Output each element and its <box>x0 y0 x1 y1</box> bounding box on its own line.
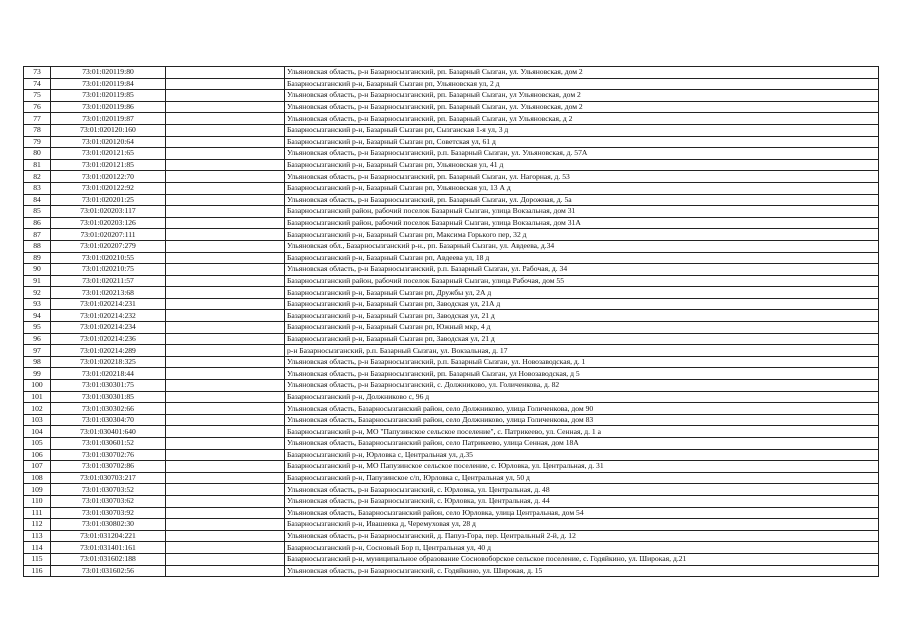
empty-cell <box>166 403 285 415</box>
address-cell: Ульяновская область, р-н Базарносызганский, рп. Базарный Сызган, ул Новозаводская, д 5 <box>285 368 879 380</box>
table-row <box>24 287 879 299</box>
cadastral-number-cell: 73:01:031602:56 <box>51 565 166 577</box>
empty-cell <box>166 391 285 403</box>
address-cell: Базарносызганский р-н, Базарный Сызган рп, Ульяновская ул, 2 д <box>285 78 879 90</box>
cadastral-number-cell: 73:01:020213:68 <box>51 287 166 299</box>
cadastral-number-cell: 73:01:020211:57 <box>51 275 166 287</box>
empty-cell <box>166 461 285 473</box>
empty-cell <box>166 449 285 461</box>
row-number-cell: 83 <box>24 182 51 194</box>
row-number-cell: 97 <box>24 345 51 357</box>
table-row <box>24 124 879 136</box>
address-cell: Базарносызганский р-н, Должниково с, 96 д <box>285 391 879 403</box>
cadastral-number-cell: 73:01:030601:52 <box>51 438 166 450</box>
empty-cell <box>166 298 285 310</box>
row-number-cell: 90 <box>24 264 51 276</box>
address-cell: Ульяновская область, р-н Базарносызганский, р.п. Базарный Сызган, ул. Новозаводская, д. 1 <box>285 356 879 368</box>
table-row <box>24 391 879 403</box>
empty-cell <box>166 333 285 345</box>
address-cell: Ульяновская область, р-н Базарносызганский, р.п. Базарный Сызган, ул. Ульяновская, д. 57А <box>285 148 879 160</box>
address-cell: Ульяновская область, р-н Базарносызганский, рп. Базарный Сызган, ул Ульяновская, д 2 <box>285 113 879 125</box>
cadastral-number-cell: 73:01:030802:30 <box>51 519 166 531</box>
table-row <box>24 101 879 113</box>
table-row <box>24 380 879 392</box>
row-number-cell: 105 <box>24 438 51 450</box>
table-row <box>24 217 879 229</box>
row-number-cell: 80 <box>24 148 51 160</box>
cadastral-number-cell: 73:01:030703:217 <box>51 472 166 484</box>
table-row <box>24 542 879 554</box>
table-row <box>24 461 879 473</box>
address-cell: Базарносызганский р-н, МО Папузинское сельское поселение, с. Юрловка, ул. Центральная, д. 31 <box>285 461 879 473</box>
row-number-cell: 84 <box>24 194 51 206</box>
cadastral-number-cell: 73:01:020203:117 <box>51 206 166 218</box>
address-cell: Базарносызганский р-н, Базарный Сызган рп, Максима Горького пер, 32 д <box>285 229 879 241</box>
address-cell: Ульяновская область, р-н Базарносызганский, р.п. Базарный Сызган, ул. Рабочая, д. 34 <box>285 264 879 276</box>
cadastral-number-cell: 73:01:020207:279 <box>51 240 166 252</box>
row-number-cell: 102 <box>24 403 51 415</box>
table-row <box>24 438 879 450</box>
address-cell: Базарносызганский р-н, Базарный Сызган рп, Авдеева ул, 18 д <box>285 252 879 264</box>
table-row <box>24 322 879 334</box>
cadastral-number-cell: 73:01:030304:70 <box>51 414 166 426</box>
row-number-cell: 88 <box>24 240 51 252</box>
row-number-cell: 93 <box>24 298 51 310</box>
empty-cell <box>166 113 285 125</box>
empty-cell <box>166 217 285 229</box>
table-row <box>24 565 879 577</box>
address-cell: Ульяновская область, р-н Базарносызганский, рп. Базарный Сызган, ул Ульяновская, дом 2 <box>285 90 879 102</box>
row-number-cell: 77 <box>24 113 51 125</box>
row-number-cell: 73 <box>24 67 51 79</box>
row-number-cell: 78 <box>24 124 51 136</box>
table-row <box>24 449 879 461</box>
address-cell: Базарносызганский р-н, Базарный Сызган рп, Советская ул, 61 д <box>285 136 879 148</box>
table-row <box>24 113 879 125</box>
address-cell: Ульяновская область, р-н Базарносызганский, с. Годяйкино, ул. Широкая, д. 15 <box>285 565 879 577</box>
row-number-cell: 101 <box>24 391 51 403</box>
table-row <box>24 78 879 90</box>
document-page <box>23 66 879 577</box>
row-number-cell: 92 <box>24 287 51 299</box>
empty-cell <box>166 206 285 218</box>
address-cell: Базарносызганский р-н, Базарный Сызган рп, Южный мкр, 4 д <box>285 322 879 334</box>
table-row <box>24 507 879 519</box>
cadastral-number-cell: 73:01:020119:85 <box>51 90 166 102</box>
cadastral-number-cell: 73:01:031602:188 <box>51 553 166 565</box>
table-row <box>24 495 879 507</box>
address-cell: Ульяновская область, р-н Базарносызганский, рп. Базарный Сызган, ул. Ульяновская, дом 2 <box>285 101 879 113</box>
cadastral-table <box>23 66 879 577</box>
cadastral-number-cell: 73:01:030401:640 <box>51 426 166 438</box>
empty-cell <box>166 194 285 206</box>
address-cell: Базарносызганский р-н, Базарный Сызган рп, Заводская ул, 21 д <box>285 333 879 345</box>
empty-cell <box>166 252 285 264</box>
cadastral-number-cell: 73:01:020218:44 <box>51 368 166 380</box>
cadastral-number-cell: 73:01:020201:25 <box>51 194 166 206</box>
row-number-cell: 106 <box>24 449 51 461</box>
table-row <box>24 206 879 218</box>
row-number-cell: 96 <box>24 333 51 345</box>
address-cell: Базарносызганский р-н, Базарный Сызган рп, Ульяновская ул, 13 А д <box>285 182 879 194</box>
table-row <box>24 252 879 264</box>
row-number-cell: 115 <box>24 553 51 565</box>
empty-cell <box>166 507 285 519</box>
empty-cell <box>166 78 285 90</box>
address-cell: Базарносызганский р-н, Папузинское с/п, Юрловка с, Центральная ул, 50 д <box>285 472 879 484</box>
cadastral-number-cell: 73:01:030703:92 <box>51 507 166 519</box>
empty-cell <box>166 101 285 113</box>
row-number-cell: 79 <box>24 136 51 148</box>
address-cell: Ульяновская область, р-н Базарносызганский, рп. Базарный Сызган, ул. Ульяновская, дом 2 <box>285 67 879 79</box>
empty-cell <box>166 182 285 194</box>
empty-cell <box>166 148 285 160</box>
cadastral-number-cell: 73:01:030703:52 <box>51 484 166 496</box>
cadastral-number-cell: 73:01:020207:111 <box>51 229 166 241</box>
row-number-cell: 111 <box>24 507 51 519</box>
empty-cell <box>166 229 285 241</box>
table-row <box>24 264 879 276</box>
table-row <box>24 403 879 415</box>
row-number-cell: 87 <box>24 229 51 241</box>
cadastral-number-cell: 73:01:020210:75 <box>51 264 166 276</box>
address-cell: Базарносызганский р-н, Базарный Сызган рп, Ульяновская ул, 41 д <box>285 159 879 171</box>
cadastral-number-cell: 73:01:031401:161 <box>51 542 166 554</box>
empty-cell <box>166 264 285 276</box>
table-row <box>24 90 879 102</box>
empty-cell <box>166 495 285 507</box>
table-row <box>24 345 879 357</box>
cadastral-number-cell: 73:01:020120:160 <box>51 124 166 136</box>
cadastral-number-cell: 73:01:030301:75 <box>51 380 166 392</box>
cadastral-number-cell: 73:01:031204:221 <box>51 530 166 542</box>
cadastral-number-cell: 73:01:030302:66 <box>51 403 166 415</box>
table-row <box>24 484 879 496</box>
empty-cell <box>166 426 285 438</box>
address-cell: Ульяновская область, Базарносызганский район, село Патрикеево, улица Сенная, дом 18А <box>285 438 879 450</box>
row-number-cell: 99 <box>24 368 51 380</box>
empty-cell <box>166 380 285 392</box>
address-cell: Базарносызганский р-н, Юрловка с, Центральная ул, д.35 <box>285 449 879 461</box>
address-cell: Базарносызганский р-н, МО "Папузинское сельское поселение", с. Патрикеево, ул. Сенная, д. 1 а <box>285 426 879 438</box>
empty-cell <box>166 530 285 542</box>
table-row <box>24 275 879 287</box>
row-number-cell: 116 <box>24 565 51 577</box>
address-cell: р-н Базарносызганский, р.п. Базарный Сызган, ул. Вокзальная, д. 17 <box>285 345 879 357</box>
row-number-cell: 94 <box>24 310 51 322</box>
row-number-cell: 103 <box>24 414 51 426</box>
address-cell: Ульяновская обл., Базарносызганский р-н., рп. Базарный Сызган, ул. Авдеева, д.34 <box>285 240 879 252</box>
table-body <box>24 67 879 577</box>
cadastral-number-cell: 73:01:020121:85 <box>51 159 166 171</box>
cadastral-number-cell: 73:01:020214:234 <box>51 322 166 334</box>
address-cell: Ульяновская область, р-н Базарносызганский, рп. Базарный Сызган, ул. Нагорная, д. 53 <box>285 171 879 183</box>
cadastral-number-cell: 73:01:020119:84 <box>51 78 166 90</box>
row-number-cell: 112 <box>24 519 51 531</box>
empty-cell <box>166 542 285 554</box>
empty-cell <box>166 519 285 531</box>
empty-cell <box>166 345 285 357</box>
table-row <box>24 368 879 380</box>
table-row <box>24 148 879 160</box>
cadastral-number-cell: 73:01:020214:289 <box>51 345 166 357</box>
empty-cell <box>166 368 285 380</box>
table-row <box>24 356 879 368</box>
table-row <box>24 67 879 79</box>
table-row <box>24 414 879 426</box>
cadastral-number-cell: 73:01:020214:236 <box>51 333 166 345</box>
empty-cell <box>166 438 285 450</box>
address-cell: Ульяновская область, р-н Базарносызганский, с. Юрловка, ул. Центральная, д. 44 <box>285 495 879 507</box>
address-cell: Ульяновская область, р-н Базарносызганский, с. Юрловка, ул. Центральная, д. 48 <box>285 484 879 496</box>
empty-cell <box>166 275 285 287</box>
empty-cell <box>166 287 285 299</box>
cadastral-number-cell: 73:01:020214:231 <box>51 298 166 310</box>
empty-cell <box>166 240 285 252</box>
empty-cell <box>166 124 285 136</box>
row-number-cell: 75 <box>24 90 51 102</box>
table-row <box>24 171 879 183</box>
table-row <box>24 136 879 148</box>
address-cell: Ульяновская область, р-н Базарносызганский, д. Папуз-Гора, пер. Центральный 2-й, д. 12 <box>285 530 879 542</box>
row-number-cell: 95 <box>24 322 51 334</box>
address-cell: Базарносызганский р-н, Ивашевка д, Черемуховая ул, 28 д <box>285 519 879 531</box>
cadastral-number-cell: 73:01:020119:80 <box>51 67 166 79</box>
table-row <box>24 182 879 194</box>
address-cell: Базарносызганский район, рабочий поселок Базарный Сызган, улица Вокзальная, дом 31А <box>285 217 879 229</box>
table-row <box>24 310 879 322</box>
row-number-cell: 85 <box>24 206 51 218</box>
cadastral-number-cell: 73:01:020218:325 <box>51 356 166 368</box>
table-row <box>24 333 879 345</box>
table-row <box>24 159 879 171</box>
table-row <box>24 519 879 531</box>
cadastral-number-cell: 73:01:020121:65 <box>51 148 166 160</box>
row-number-cell: 107 <box>24 461 51 473</box>
row-number-cell: 74 <box>24 78 51 90</box>
row-number-cell: 98 <box>24 356 51 368</box>
table-row <box>24 472 879 484</box>
cadastral-number-cell: 73:01:020119:86 <box>51 101 166 113</box>
address-cell: Базарносызганский р-н, Базарный Сызган рп, Заводская ул, 21А д <box>285 298 879 310</box>
cadastral-number-cell: 73:01:030702:76 <box>51 449 166 461</box>
address-cell: Ульяновская область, р-н Базарносызганский, с. Должниково, ул. Голиченкова, д. 82 <box>285 380 879 392</box>
table-row <box>24 229 879 241</box>
row-number-cell: 114 <box>24 542 51 554</box>
table-row <box>24 194 879 206</box>
empty-cell <box>166 159 285 171</box>
cadastral-number-cell: 73:01:020119:87 <box>51 113 166 125</box>
empty-cell <box>166 310 285 322</box>
row-number-cell: 108 <box>24 472 51 484</box>
row-number-cell: 110 <box>24 495 51 507</box>
empty-cell <box>166 553 285 565</box>
cadastral-number-cell: 73:01:020214:232 <box>51 310 166 322</box>
row-number-cell: 109 <box>24 484 51 496</box>
empty-cell <box>166 136 285 148</box>
address-cell: Базарносызганский район, рабочий поселок Базарный Сызган, улица Рабочая, дом 55 <box>285 275 879 287</box>
address-cell: Ульяновская область, Базарносызганский район, село Юрловка, улица Центральная, дом 54 <box>285 507 879 519</box>
address-cell: Базарносызганский р-н, муниципальное образование Сосновоборское сельское поселение, с. Годяйкино, ул. Широкая, д.21 <box>285 553 879 565</box>
cadastral-number-cell: 73:01:020210:55 <box>51 252 166 264</box>
cadastral-number-cell: 73:01:030703:62 <box>51 495 166 507</box>
row-number-cell: 76 <box>24 101 51 113</box>
address-cell: Ульяновская область, р-н Базарносызганский, рп. Базарный Сызган, ул. Дорожная, д. 5а <box>285 194 879 206</box>
address-cell: Базарносызганский р-н, Базарный Сызган рп, Сызганская 1-я ул, 3 д <box>285 124 879 136</box>
address-cell: Базарносызганский район, рабочий поселок Базарный Сызган, улица Вокзальная, дом 31 <box>285 206 879 218</box>
empty-cell <box>166 565 285 577</box>
table-row <box>24 530 879 542</box>
row-number-cell: 89 <box>24 252 51 264</box>
empty-cell <box>166 171 285 183</box>
empty-cell <box>166 67 285 79</box>
table-row <box>24 426 879 438</box>
empty-cell <box>166 356 285 368</box>
row-number-cell: 113 <box>24 530 51 542</box>
row-number-cell: 91 <box>24 275 51 287</box>
cadastral-number-cell: 73:01:030301:85 <box>51 391 166 403</box>
empty-cell <box>166 484 285 496</box>
empty-cell <box>166 90 285 102</box>
address-cell: Ульяновская область, Базарносызганский район, село Должниково, улица Голиченкова, дом 83 <box>285 414 879 426</box>
empty-cell <box>166 414 285 426</box>
cadastral-number-cell: 73:01:030702:86 <box>51 461 166 473</box>
row-number-cell: 86 <box>24 217 51 229</box>
cadastral-number-cell: 73:01:020120:64 <box>51 136 166 148</box>
address-cell: Базарносызганский р-н, Базарный Сызган рп, Дружбы ул, 2А д <box>285 287 879 299</box>
cadastral-number-cell: 73:01:020203:126 <box>51 217 166 229</box>
table-row <box>24 298 879 310</box>
row-number-cell: 100 <box>24 380 51 392</box>
address-cell: Базарносызганский р-н, Сосновый Бор п, Центральная ул, 40 д <box>285 542 879 554</box>
row-number-cell: 104 <box>24 426 51 438</box>
empty-cell <box>166 322 285 334</box>
empty-cell <box>166 472 285 484</box>
table-row <box>24 553 879 565</box>
row-number-cell: 82 <box>24 171 51 183</box>
cadastral-number-cell: 73:01:020122:70 <box>51 171 166 183</box>
row-number-cell: 81 <box>24 159 51 171</box>
address-cell: Ульяновская область, Базарносызганский район, село Должниково, улица Голиченкова, дом 90 <box>285 403 879 415</box>
address-cell: Базарносызганский р-н, Базарный Сызган рп, Заводская ул, 21 д <box>285 310 879 322</box>
cadastral-number-cell: 73:01:020122:92 <box>51 182 166 194</box>
table-row <box>24 240 879 252</box>
